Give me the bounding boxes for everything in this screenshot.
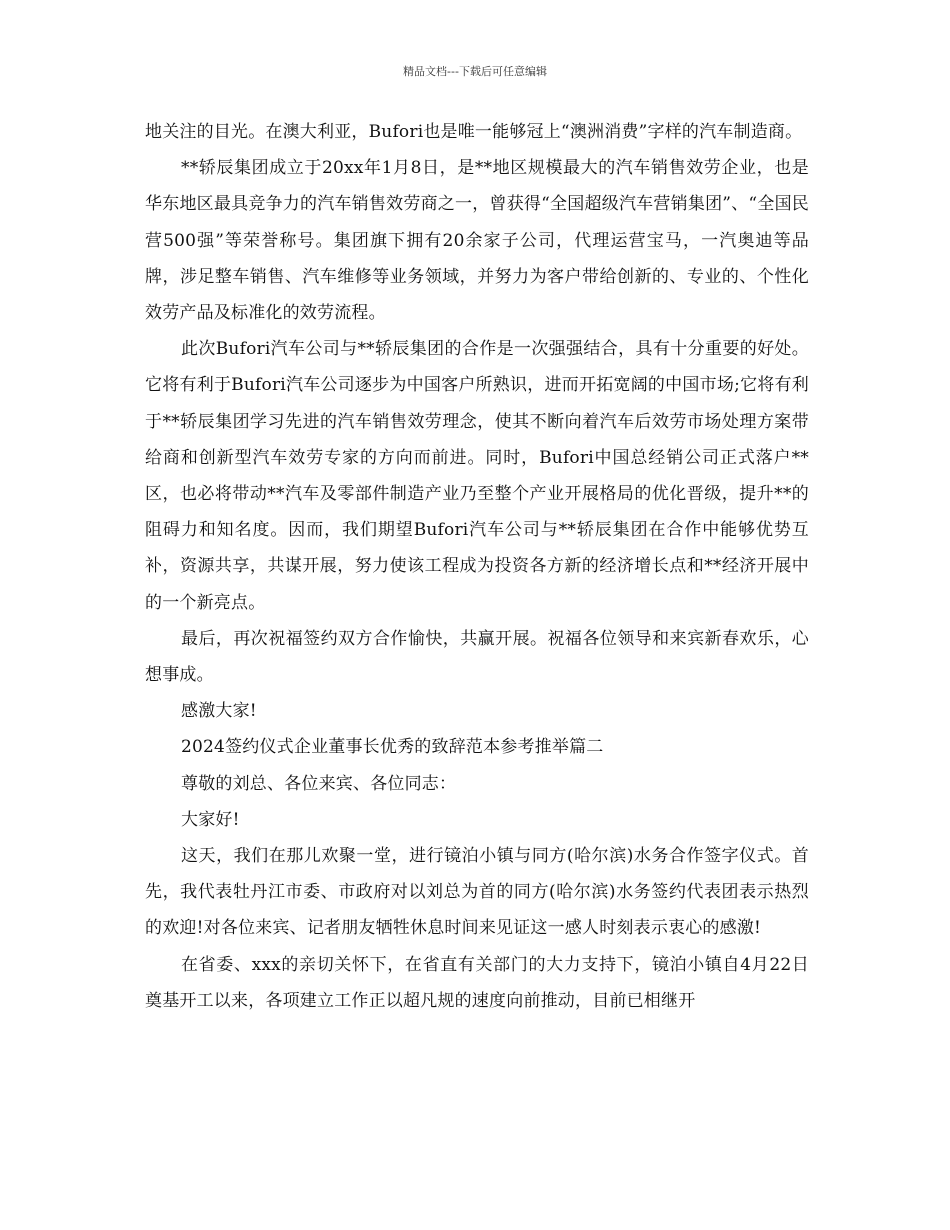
paragraph-2: **轿辰集团成立于20xx年1月8日，是**地区规模最大的汽车销售效劳企业，也是华东地区最具竞争力的汽车销售效劳商之一，曾获得“全国超级汽车营销集团”、“全国民营500强”等荣誉称号。集团旗下拥有20余家子公司，代理运营宝马，一汽奥迪等品牌，涉足整车销售、汽车维修等业务领域，并努力为客户带给创新的、专业的、个性化效劳产品及标准化的效劳流程。 <box>145 158 809 324</box>
paragraph-4: 最后，再次祝福签约双方合作愉快，共赢开展。祝福各位领导和来宾新春欢乐，心想事成。 <box>145 628 809 686</box>
greeting: 大家好! <box>181 809 240 830</box>
paragraph-9: 这天，我们在那儿欢聚一堂，进行镜泊小镇与同方(哈尔滨)水务合作签字仪式。首先，我代表牡丹江市委、市政府对以刘总为首的同方(哈尔滨)水务签约代表团表示热烈的欢迎!对各位来宾、记者朋友牺牲休息时间来见证这一感人时刻表示衷心的感激! <box>145 846 809 939</box>
paragraph-10: 在省委、xxx的亲切关怀下，在省直有关部门的大力支持下，镜泊小镇自4月22日奠基开工以来，各项建立工作正以超凡规的速度向前推动，目前已相继开 <box>145 954 809 1011</box>
paragraph-1: 地关注的目光。在澳大利亚，Bufori也是唯一能够冠上“澳洲消费”字样的汽车制造商。 <box>145 122 803 142</box>
paragraph-5: 感激大家! <box>181 701 257 722</box>
page-header: 精品文档---下载后可任意编辑 <box>403 65 547 78</box>
section-heading: 2024签约仪式企业董事长优秀的致辞范本参考推举篇二 <box>181 737 604 758</box>
paragraph-3: 此次Bufori汽车公司与**轿辰集团的合作是一次强强结合，具有十分重要的好处。它将有利于Bufori汽车公司逐步为中国客户所熟识，进而开拓宽阔的中国市场;它将有利于**轿辰集团学习先进的汽车销售效劳理念，使其不断向着汽车后效劳市场处理方案带给商和创新型汽车效劳专家的方向而前进。同时，Bufori中国总经销公司正式落户**区，也必将带动**汽车及零部件制造产业乃至整个产业开展格局的优化晋级，提升**的阻碍力和知名度。因而，我们期望Bufori汽车公司与**轿辰集团在合作中能够优势互补，资源共享，共谋开展，努力使该工程成为投资各方新的经济增长点和**经济开展中的一个新亮点。 <box>145 339 809 613</box>
salutation: 尊敬的刘总、各位来宾、各位同志： <box>181 773 457 794</box>
document-body <box>145 114 809 1019</box>
